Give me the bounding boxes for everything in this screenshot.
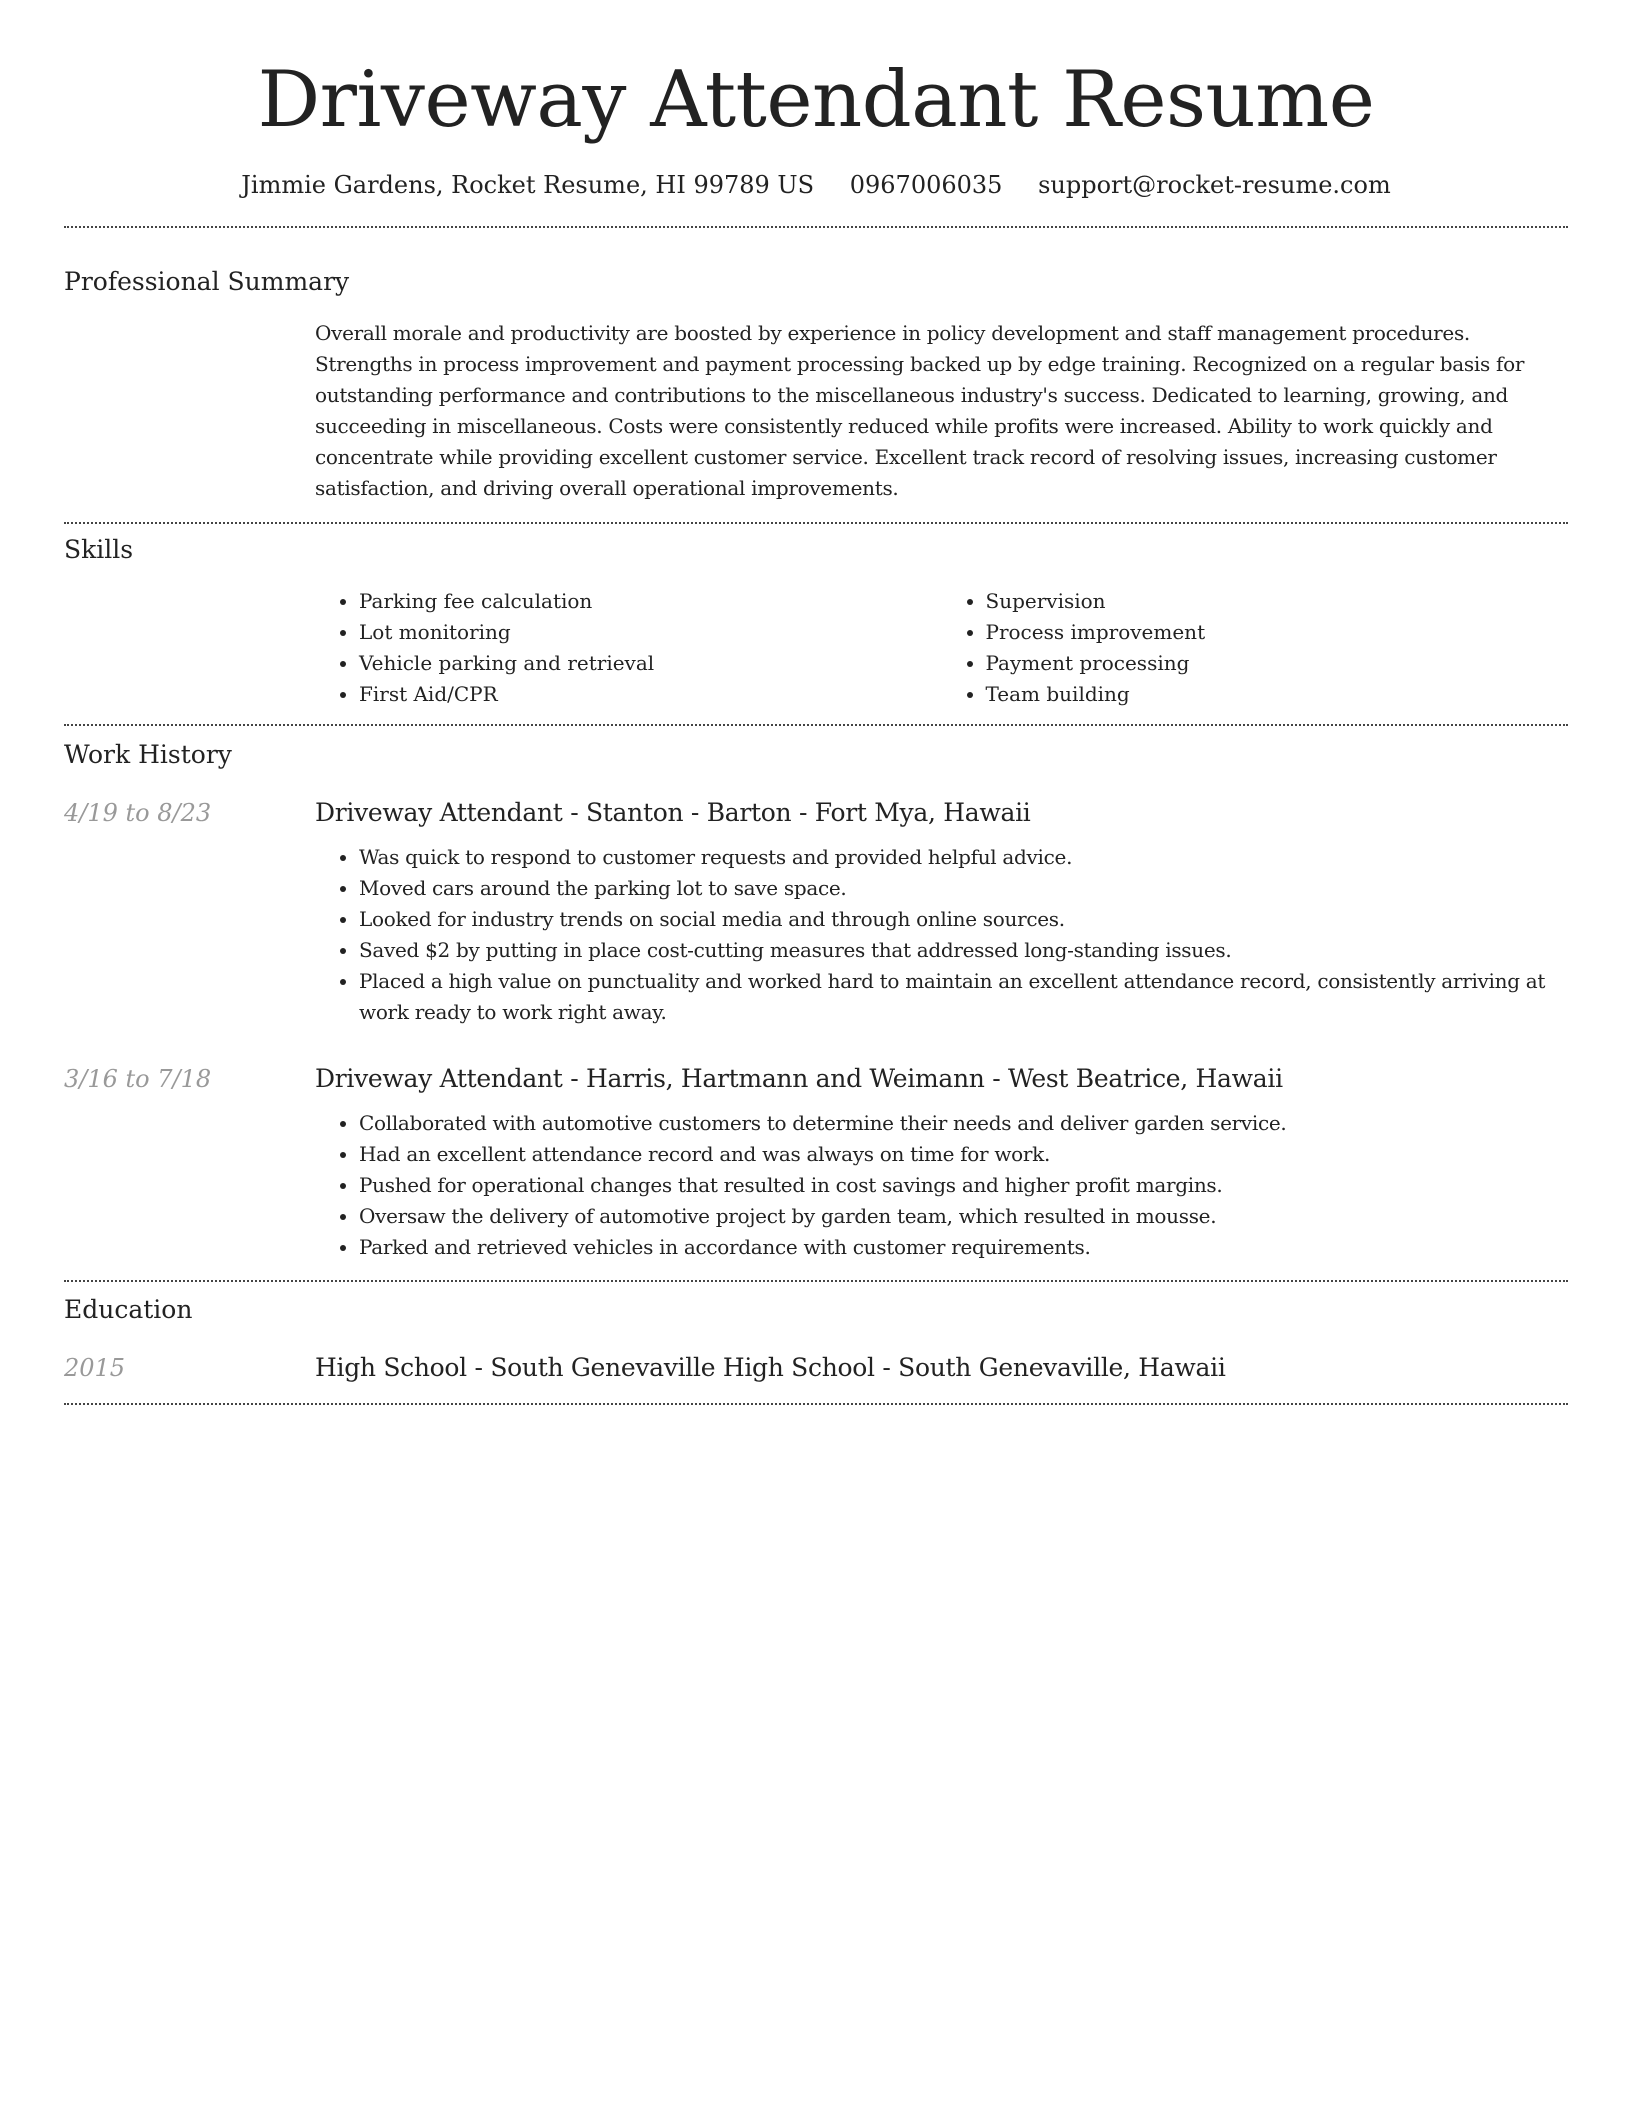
divider bbox=[64, 1403, 1568, 1405]
job-dates: 4/19 to 8/23 bbox=[64, 799, 212, 827]
education-entry bbox=[64, 1351, 1568, 1385]
resume-title: Driveway Attendant Resume bbox=[257, 55, 1375, 145]
skill-item: • Vehicle parking and retrieval bbox=[359, 648, 942, 679]
job-bullet: • Saved $2 by putting in place cost-cutting measures that addressed long-standing issues. bbox=[359, 935, 1568, 966]
education-title: High School - South Genevaville High School - South Genevaville, Hawaii bbox=[315, 1353, 1226, 1382]
job-bullets bbox=[315, 1108, 1568, 1263]
job-entry bbox=[64, 796, 1568, 1028]
job-bullet: • Looked for industry trends on social media and through online sources. bbox=[359, 904, 1568, 935]
contact-line bbox=[64, 168, 1568, 202]
skills-grid bbox=[315, 586, 1568, 710]
skills-list-right bbox=[942, 586, 1569, 710]
job-bullet: • Moved cars around the parking lot to save space. bbox=[359, 873, 1568, 904]
job-bullet: • Parked and retrieved vehicles in accordance with customer requirements. bbox=[359, 1232, 1568, 1263]
section-heading-summary: Professional Summary bbox=[64, 267, 350, 296]
summary-text: Overall morale and productivity are boosted by experience in policy development and staff management procedures. Strengths in process improvement and payment processing backed up by edge training. Recognized on a regular basis for outstanding performance and contributions to the miscellaneous industry's success. Dedicated to learning, growing, and succeeding in miscellaneous. Costs were consistently reduced while profits were increased. Ability to work quickly and concentrate while providing excellent customer service. Excellent track record of resolving issues, increasing customer satisfaction, and driving overall operational improvements. bbox=[315, 321, 1525, 500]
skill-item: • First Aid/CPR bbox=[359, 679, 942, 710]
summary-content bbox=[315, 318, 1568, 504]
job-bullet: • Collaborated with automotive customers to determine their needs and deliver garden service. bbox=[359, 1108, 1568, 1139]
skill-item: • Process improvement bbox=[986, 617, 1569, 648]
job-bullet: • Placed a high value on punctuality and worked hard to maintain an excellent attendance record, consistently arriving at work ready to work right away. bbox=[359, 966, 1568, 1028]
divider bbox=[64, 226, 1568, 228]
skill-item: • Parking fee calculation bbox=[359, 586, 942, 617]
section-heading-skills: Skills bbox=[64, 535, 134, 564]
job-body bbox=[315, 1062, 1568, 1263]
job-bullets bbox=[315, 842, 1568, 1028]
job-bullet: • Was quick to respond to customer requests and provided helpful advice. bbox=[359, 842, 1568, 873]
skill-item: • Lot monitoring bbox=[359, 617, 942, 648]
job-entry bbox=[64, 1062, 1568, 1263]
contact-address: Jimmie Gardens, Rocket Resume, HI 99789 US bbox=[241, 171, 815, 199]
skill-item: • Payment processing bbox=[986, 648, 1569, 679]
job-title: Driveway Attendant - Stanton - Barton - Fort Mya, Hawaii bbox=[315, 798, 1031, 827]
skill-item: • Supervision bbox=[986, 586, 1569, 617]
education-year: 2015 bbox=[64, 1354, 126, 1382]
job-dates: 3/16 to 7/18 bbox=[64, 1065, 212, 1093]
job-title: Driveway Attendant - Harris, Hartmann and Weimann - West Beatrice, Hawaii bbox=[315, 1064, 1283, 1093]
job-bullet: • Had an excellent attendance record and was always on time for work. bbox=[359, 1139, 1568, 1170]
skills-list-left bbox=[315, 586, 942, 710]
job-body bbox=[315, 796, 1568, 1028]
section-heading-education: Education bbox=[64, 1295, 193, 1324]
contact-phone: 0967006035 bbox=[849, 171, 1003, 199]
resume-page bbox=[64, 0, 1568, 1405]
divider bbox=[64, 1280, 1568, 1282]
skill-item: • Team building bbox=[986, 679, 1569, 710]
contact-email[interactable]: support@rocket-resume.com bbox=[1038, 171, 1391, 199]
education-body bbox=[315, 1351, 1568, 1385]
divider bbox=[64, 724, 1568, 726]
job-bullet: • Pushed for operational changes that resulted in cost savings and higher profit margins. bbox=[359, 1170, 1568, 1201]
section-heading-work-history: Work History bbox=[64, 740, 232, 769]
job-bullet: • Oversaw the delivery of automotive project by garden team, which resulted in mousse. bbox=[359, 1201, 1568, 1232]
divider bbox=[64, 522, 1568, 524]
